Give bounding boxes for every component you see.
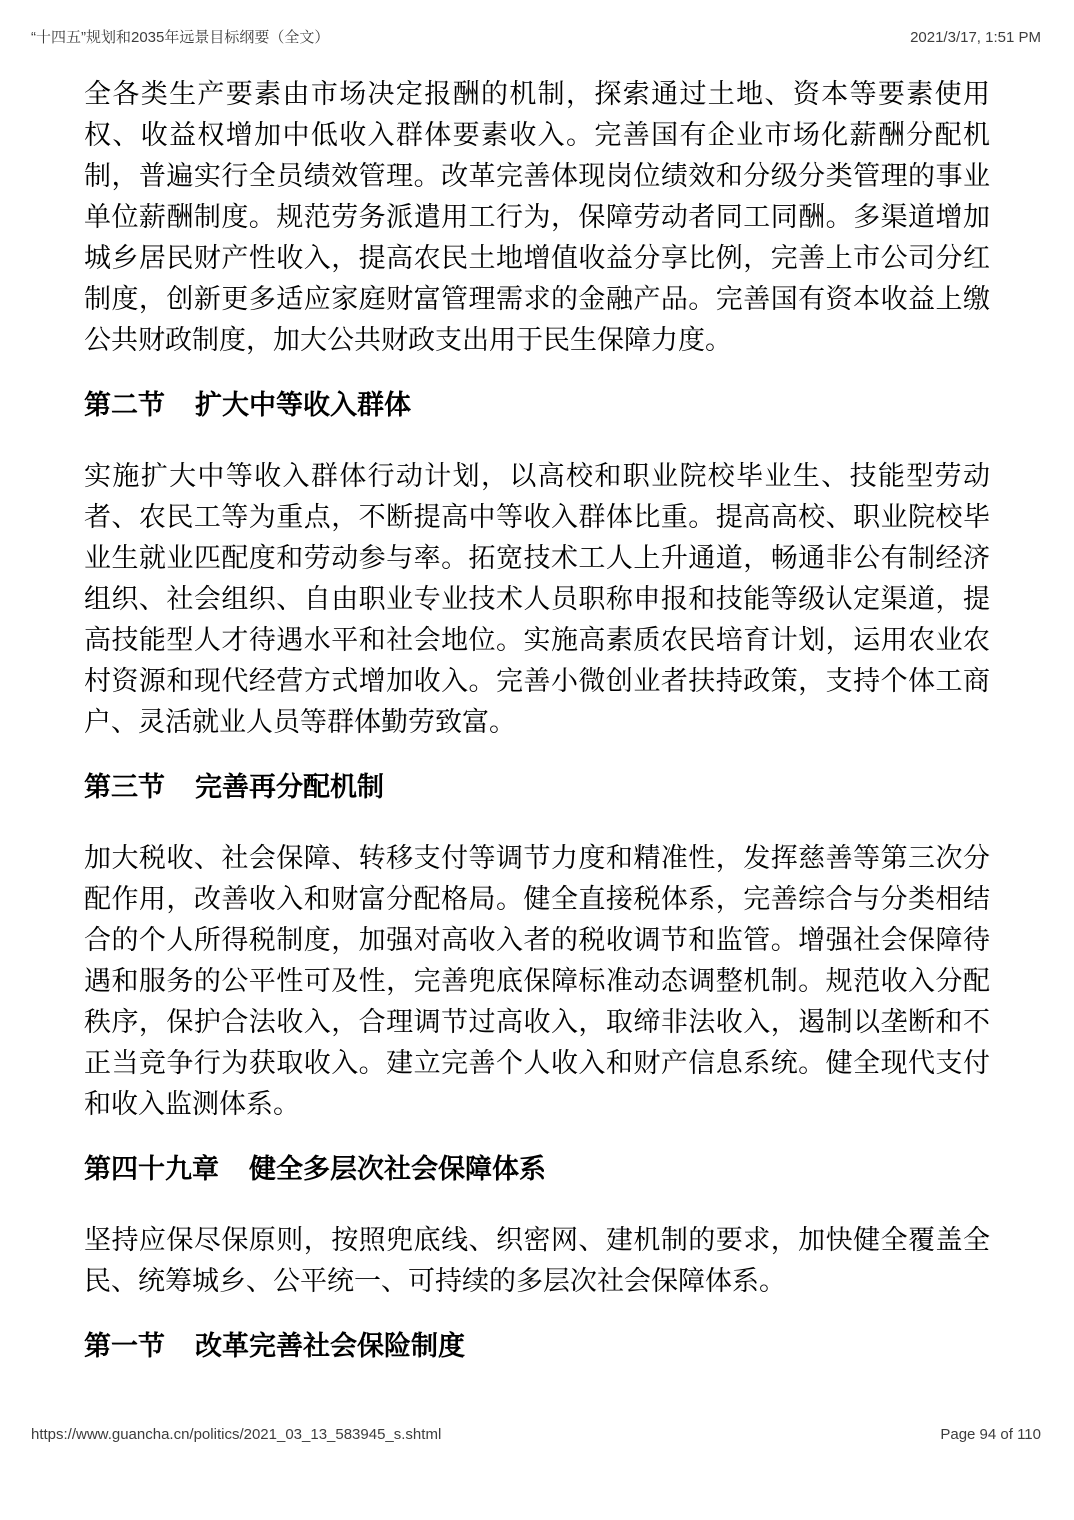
section-number: 第二节 <box>84 390 165 420</box>
document-title: “十四五”规划和2035年远景目标纲要（全文） <box>31 29 330 46</box>
section-heading-social-insurance <box>84 1326 990 1367</box>
chapter-number: 第四十九章 <box>84 1154 219 1184</box>
document-content <box>84 74 990 1397</box>
body-paragraph-income-distribution: 全各类生产要素由市场决定报酬的机制，探索通过土地、资本等要素使用权、收益权增加中低收入群体要素收入。完善国有企业市场化薪酬分配机制，普遍实行全员绩效管理。改革完善体现岗位绩效和分级分类管理的事业单位薪酬制度。规范劳务派遣用工行为，保障劳动者同工同酬。多渠道增加城乡居民财产性收入，提高农民土地增值收益分享比例，完善上市公司分红制度，创新更多适应家庭财富管理需求的金融产品。完善国有资本收益上缴公共财政制度，加大公共财政支出用于民生保障力度。 <box>84 79 990 355</box>
section-heading-expand-middle-income <box>84 385 990 426</box>
page-number: Page 94 of 110 <box>940 1426 1041 1443</box>
section-title: 扩大中等收入群体 <box>195 390 411 420</box>
print-header <box>31 29 1041 47</box>
section-number: 第三节 <box>84 772 165 802</box>
section-title: 改革完善社会保险制度 <box>195 1331 465 1361</box>
chapter-title: 健全多层次社会保障体系 <box>249 1154 546 1184</box>
print-datetime: 2021/3/17, 1:51 PM <box>910 29 1041 46</box>
section-heading-redistribution <box>84 767 990 808</box>
chapter-heading-social-security <box>84 1149 990 1190</box>
body-paragraph-middle-income-plan: 实施扩大中等收入群体行动计划，以高校和职业院校毕业生、技能型劳动者、农民工等为重点，不断提高中等收入群体比重。提高高校、职业院校毕业生就业匹配度和劳动参与率。拓宽技术工人上升通道，畅通非公有制经济组织、社会组织、自由职业专业技术人员职称申报和技能等级认定渠道，提高技能型人才待遇水平和社会地位。实施高素质农民培育计划，运用农业农村资源和现代经营方式增加收入。完善小微创业者扶持政策，支持个体工商户、灵活就业人员等群体勤劳致富。 <box>84 461 990 737</box>
print-footer <box>31 1426 1041 1444</box>
section-title: 完善再分配机制 <box>195 772 384 802</box>
body-paragraph-social-security-principle: 坚持应保尽保原则，按照兜底线、织密网、建机制的要求，加快健全覆盖全民、统筹城乡、公平统一、可持续的多层次社会保障体系。 <box>84 1225 990 1296</box>
section-number: 第一节 <box>84 1331 165 1361</box>
body-paragraph-tax-adjustment: 加大税收、社会保障、转移支付等调节力度和精准性，发挥慈善等第三次分配作用，改善收入和财富分配格局。健全直接税体系，完善综合与分类相结合的个人所得税制度，加强对高收入者的税收调节和监管。增强社会保障待遇和服务的公平性可及性，完善兜底保障标准动态调整机制。规范收入分配秩序，保护合法收入，合理调节过高收入，取缔非法收入，遏制以垄断和不正当竞争行为获取收入。建立完善个人收入和财产信息系统。健全现代支付和收入监测体系。 <box>84 843 990 1119</box>
source-url: https://www.guancha.cn/politics/2021_03_13_583945_s.shtml <box>31 1426 442 1443</box>
